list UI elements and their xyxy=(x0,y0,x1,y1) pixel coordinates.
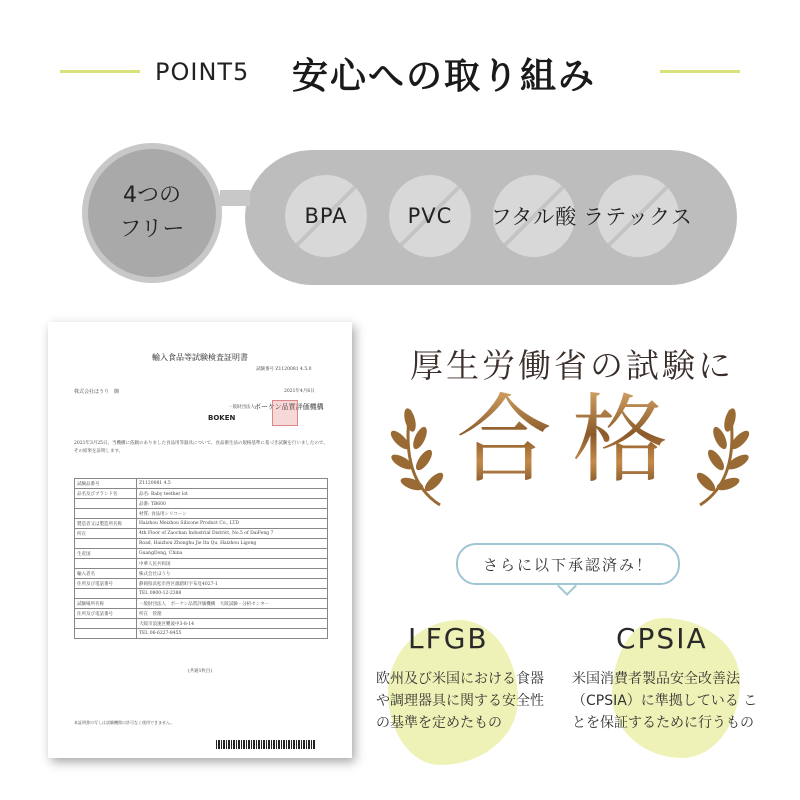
laurel-right-icon xyxy=(680,400,760,510)
free-item-label: BPA xyxy=(304,204,348,228)
certificate-row xyxy=(75,509,328,519)
title-rule-right xyxy=(660,70,740,73)
certificate-row-key: 製造者又は製造所名称 xyxy=(75,519,137,529)
certificate-row-value: TEL 06-6227-8455 xyxy=(137,629,328,639)
certificate-row xyxy=(75,479,328,489)
standard-desc-line: の基準を定めたもの xyxy=(376,715,502,731)
point-label: POINT5 xyxy=(155,58,250,86)
four-free-line2: フリー xyxy=(119,217,185,242)
standard-desc-lfgb xyxy=(376,668,544,734)
free-item-label: フタル酸 xyxy=(490,205,578,229)
certificate-row-value: 所在 管理 xyxy=(137,609,328,619)
certificate-recipient: 株式会社ほうり 御 xyxy=(74,389,120,395)
certificate-title: 輸入食品等試験検査証明書 xyxy=(152,353,248,362)
certificate-row xyxy=(75,549,328,559)
free-item-latex xyxy=(583,175,693,257)
certificate-row xyxy=(75,559,328,569)
also-approved-bubble: さらに以下承認済み！ xyxy=(456,543,680,585)
certificate-row xyxy=(75,489,328,499)
certificate-row-key: 試験場所名称 xyxy=(75,599,137,609)
certificate-row-key xyxy=(75,589,137,599)
standard-name-cpsia: CPSIA xyxy=(616,622,708,655)
standard-desc-line: 米国消費者製品安全改善法 xyxy=(572,671,740,687)
certificate-row-value: Road, Haizhou Zhonghu Jie Ita Qu, Haizhou Ligong xyxy=(137,539,328,549)
certificate-row xyxy=(75,499,328,509)
certificate-row-key: 品名及びブランド名 xyxy=(75,489,137,499)
seal-stamp xyxy=(272,400,298,426)
certificate-row-value: 株式会社ほうり xyxy=(137,569,328,579)
section-title: 安心への取り組み xyxy=(292,56,597,97)
certificate-row-value: 品名: Baby teether lot xyxy=(137,489,328,499)
standard-desc-line: とを保証するために行うもの xyxy=(572,715,754,731)
certificate-row-key: 生産国 xyxy=(75,549,137,559)
standard-desc-cpsia xyxy=(572,668,757,734)
free-item-phthalate xyxy=(490,175,578,257)
certificate-row-value: 一般財団法人 ボーケン品質評価機構 大阪試験・分析センター xyxy=(137,599,328,609)
standard-name-lfgb: LFGB xyxy=(408,622,489,655)
certificate-row xyxy=(75,619,328,629)
certificate-row xyxy=(75,589,328,599)
certificate-row xyxy=(75,579,328,589)
certificate-row-key: 輸入者名 xyxy=(75,569,137,579)
certificate-row xyxy=(75,519,328,529)
certificate-org-name: ボーケン品質評価機構 xyxy=(254,403,324,411)
certificate-row-value: 材質: 食品用シリコーン xyxy=(137,509,328,519)
certificate-row-value: TEL 0800-12-2388 xyxy=(137,589,328,599)
certificate-row-key: 住所及び電話番号 xyxy=(75,579,137,589)
certificate-intro: 2021年3月25日、当機構に依頼のありました食品用等器具について、食品衛生法の規格基準に基づき試験を行いましたので、その結果を証明します。 xyxy=(74,441,328,454)
four-free-badge xyxy=(82,143,222,283)
ministry-headline: 厚生労働省の試験に xyxy=(410,346,734,385)
certificate-row-value: 中華人民共和国 xyxy=(137,559,328,569)
certificate-row-value: 品番: TB600 xyxy=(137,499,328,509)
free-item-label: ラテックス xyxy=(583,205,693,229)
barcode xyxy=(216,740,316,749)
certificate-row xyxy=(75,569,328,579)
free-item-label: PVC xyxy=(407,204,453,228)
certificate-row-key xyxy=(75,499,137,509)
boken-logo: BOKEN xyxy=(208,414,236,422)
test-certificate xyxy=(48,322,352,758)
certificate-row xyxy=(75,539,328,549)
standard-desc-line: 欧州及び米国における食器 xyxy=(376,671,544,687)
certificate-footer-note: 本証明書の写しは試験機関の許可なく使用できません。 xyxy=(74,720,175,725)
laurel-left-icon xyxy=(380,400,460,510)
certificate-row-value: 4th Floor of Zaochan Industrial District, No.5 of DaiFeng 7 xyxy=(137,529,328,539)
certificate-date: 2021年4月6日 xyxy=(284,389,315,394)
certificate-row-key xyxy=(75,629,137,639)
certificate-row-key: 試験品番号 xyxy=(75,479,137,489)
certificate-row xyxy=(75,599,328,609)
certificate-ref: 試験番号 Z1120081 4.5.0 xyxy=(256,367,312,372)
certificate-row-key xyxy=(75,619,137,629)
certificate-row-key xyxy=(75,559,137,569)
four-free-line1: 4つの xyxy=(123,183,181,208)
certificate-row-value: 静岡県浜松市西区雄踏町宇布見4027-1 xyxy=(137,579,328,589)
certificate-row-value: Haizhou Meizhou Silicone Product Co., LTD xyxy=(137,519,328,529)
certificate-row xyxy=(75,609,328,619)
standard-desc-line: や調理器具に関する安全性 xyxy=(376,693,544,709)
standard-desc-line: （CPSIA）に準拠している こ xyxy=(572,693,758,709)
certificate-row-key: 所在 xyxy=(75,529,137,539)
title-rule-left xyxy=(60,70,140,73)
certificate-page-note: (共通1枚目) xyxy=(187,669,213,674)
certificate-row xyxy=(75,529,328,539)
pass-result: 合格 xyxy=(456,384,688,496)
certificate-row-value: 大阪市浪速区難波中3-8-14 xyxy=(137,619,328,629)
certificate-row-value: Z1120081 4.5 xyxy=(137,479,328,489)
free-item-pvc xyxy=(389,175,471,257)
certificate-table xyxy=(74,478,328,639)
certificate-row-key xyxy=(75,509,137,519)
pill-connector xyxy=(220,190,250,206)
certificate-org-prefix: 一般財団法人 xyxy=(228,405,255,410)
certificate-row-value: GuangDong, China xyxy=(137,549,328,559)
certificate-row-key xyxy=(75,539,137,549)
certificate-row xyxy=(75,629,328,639)
certificate-row-key: 住所及び電話番号 xyxy=(75,609,137,619)
free-item-bpa xyxy=(285,175,367,257)
